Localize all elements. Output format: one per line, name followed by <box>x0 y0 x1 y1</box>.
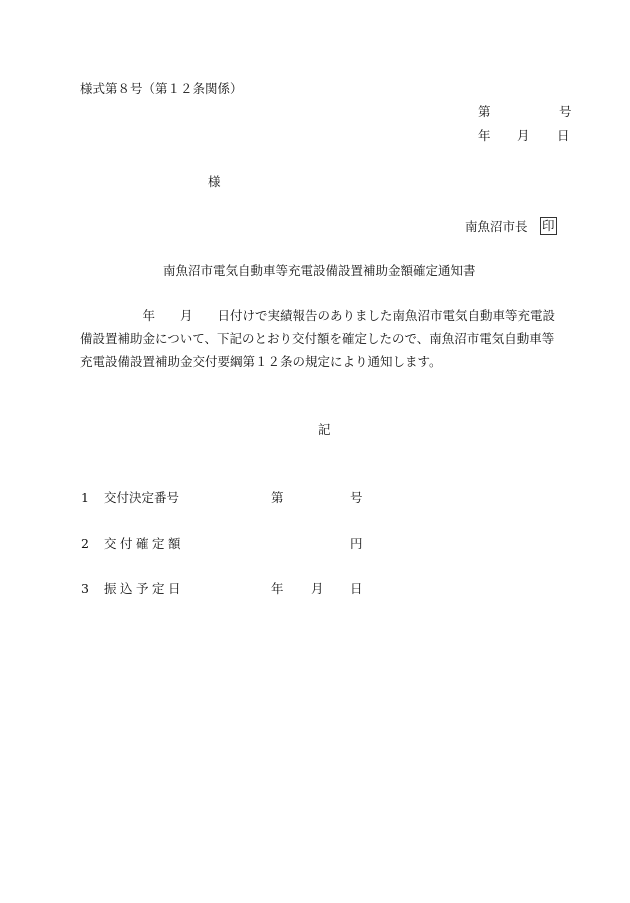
seal-stamp: 印 <box>542 218 555 233</box>
document-number-prefix: 第 <box>478 104 491 119</box>
document-title: 南魚沼市電気自動車等充電設備設置補助金額確定通知書 <box>163 263 476 278</box>
item-2-unit: 円 <box>350 536 363 551</box>
body-line-1: 年 月 日付けで実績報告のありました南魚沼市電気自動車等充電設 <box>80 308 556 323</box>
addressee-honorific: 様 <box>208 174 221 189</box>
item-1-label: 交付決定番号 <box>104 490 180 505</box>
item-1-number: 1 <box>81 490 89 505</box>
item-2-label: 交付確定額 <box>104 536 185 551</box>
item-1-suffix: 号 <box>350 490 363 505</box>
item-3-year: 年 <box>271 581 284 596</box>
date-day-label: 日 <box>557 128 570 143</box>
date-year-label: 年 <box>478 128 491 143</box>
issuer-name: 南魚沼市長 <box>465 219 528 234</box>
item-2-number: 2 <box>81 536 89 551</box>
ki-heading: 記 <box>318 422 331 437</box>
document-number-suffix: 号 <box>559 104 572 119</box>
item-3-number: 3 <box>81 581 89 596</box>
form-number-label: 様式第８号（第１２条関係） <box>80 81 243 96</box>
item-3-day: 日 <box>350 581 363 596</box>
item-3-month: 月 <box>311 581 324 596</box>
date-month-label: 月 <box>517 128 530 143</box>
item-3-label: 振込予定日 <box>104 581 185 596</box>
item-1-prefix: 第 <box>271 490 284 505</box>
body-line-3: 充電設備設置補助金交付要綱第１２条の規定により通知します。 <box>80 354 442 369</box>
body-line-2: 備設置補助金について、下記のとおり交付額を確定したので、南魚沼市電気自動車等 <box>80 331 555 346</box>
